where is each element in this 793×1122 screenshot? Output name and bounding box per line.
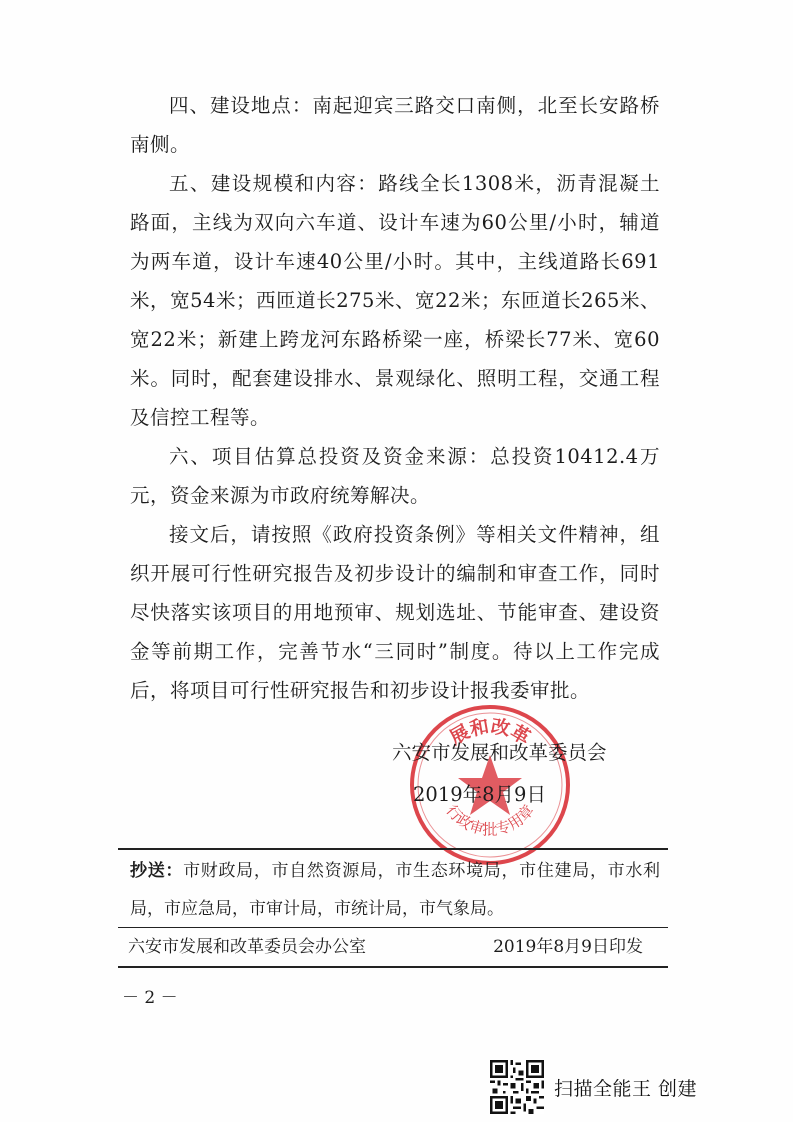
qr-code-icon	[490, 1060, 544, 1114]
paragraph-scale: 五、建设规模和内容：路线全长1308米，沥青混凝土路面，主线为双向六车道、设计车速为60公里/小时，辅道为两车道，设计车速40公里/小时。其中，主线道路长691米，宽54米；西匝道长275米、宽22米；东匝道长265米、宽22米；新建上跨龙河东路桥梁一座，桥梁长77米、宽60米。同时，配套建设排水、景观绿化、照明工程，交通工程及信控工程等。	[130, 172, 660, 429]
paragraph-investment: 六、项目估算总投资及资金来源：总投资10412.4万元，资金来源为市政府统筹解决。	[130, 445, 660, 507]
scanner-watermark	[490, 1057, 697, 1117]
footer-issuer: 六安市发展和改革委员会办公室	[128, 937, 366, 957]
signature-date: 2019年8月9日	[413, 783, 546, 806]
seal-bottom-text: 行政审批专用章	[442, 801, 538, 839]
cc-block	[130, 852, 660, 928]
cc-recipients: 市财政局，市自然资源局，市生态环境局，市住建局，市水利局，市应急局，市审计局，市统计局，市气象局。	[130, 861, 661, 919]
signature-organization: 六安市发展和改革委员会	[392, 741, 607, 764]
divider-top	[118, 848, 668, 850]
divider-bottom	[118, 966, 668, 968]
cc-label: 抄送：	[130, 861, 184, 881]
page-number: － 2 －	[122, 988, 178, 1008]
document-body	[130, 86, 660, 710]
divider-middle	[118, 927, 668, 928]
paragraph-location: 四、建设地点：南起迎宾三路交口南侧，北至长安路桥南侧。	[130, 94, 660, 156]
scanner-brand-text: 扫描全能王 创建	[554, 1077, 698, 1100]
seal-top-text: 展和改革	[446, 715, 534, 750]
footer-issue-date: 2019年8月9日印发	[493, 937, 643, 957]
paragraph-instructions: 接文后，请按照《政府投资条例》等相关文件精神，组织开展可行性研究报告及初步设计的编制和审查工作，同时尽快落实该项目的用地预审、规划选址、节能审查、建设资金等前期工作，完善节水“三同时”制度。待以上工作完成后，将项目可行性研究报告和初步设计报我委审批。	[130, 523, 660, 702]
